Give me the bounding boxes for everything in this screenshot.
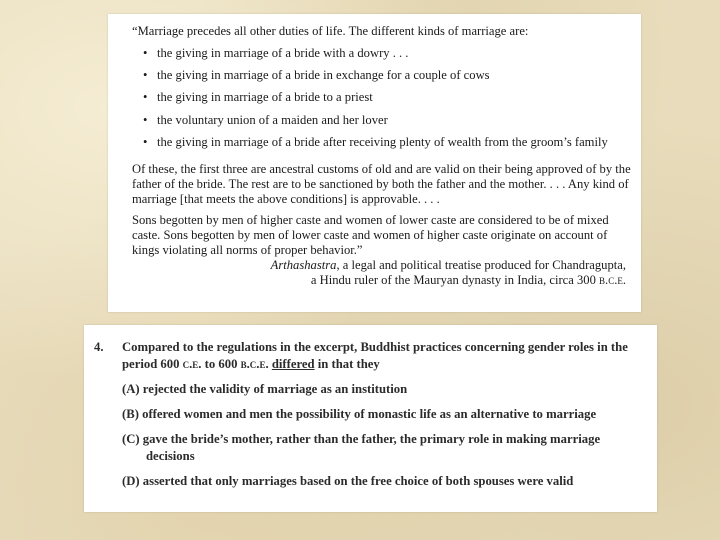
source-line-2-text: a Hindu ruler of the Mauryan dynasty in India, circa 300 xyxy=(310,272,600,287)
option-letter: (A) xyxy=(122,382,140,396)
source-line-1 xyxy=(132,258,626,273)
excerpt-paragraph-2: Sons begotten by men of higher caste and women of lower caste are considered to be of mixed caste. Sons begotten by men of lower caste and women of higher caste originate on account of kings violating all norms of proper behavior.” xyxy=(132,212,609,257)
option-letter: (C) xyxy=(122,432,140,446)
stem-era-1: c.e. xyxy=(182,357,202,371)
list-item-text: the giving in marriage of a bride after receiving plenty of wealth from the groom’s family xyxy=(157,134,608,149)
excerpt-text xyxy=(132,24,632,288)
list-item-text: the giving in marriage of a bride to a priest xyxy=(157,90,373,105)
excerpt-paragraph-1: Of these, the first three are ancestral customs of old and are valid on their being approved of by the father of the bride. The rest are to be sanctioned by both the father and the mother. . . . Any kind of marriage [that meets the above conditions] is approvable. . . . xyxy=(132,161,631,206)
bullet-icon: • xyxy=(143,112,148,127)
list-item xyxy=(132,46,632,68)
option-letter: (D) xyxy=(122,474,140,488)
list-item-text: the voluntary union of a maiden and her lover xyxy=(157,112,388,127)
stem-underlined-word: differed xyxy=(271,357,315,371)
marriage-kinds-list xyxy=(132,46,632,157)
option-letter: (B) xyxy=(122,407,139,421)
option-text: rejected the validity of marriage as an institution xyxy=(142,382,408,396)
answer-options xyxy=(94,381,649,490)
question-number: 4. xyxy=(94,340,104,354)
list-item-text: the giving in marriage of a bride in exchange for a couple of cows xyxy=(157,68,490,83)
answer-option-c[interactable] xyxy=(94,431,649,465)
question xyxy=(94,339,649,490)
stem-text-2: to 600 xyxy=(201,357,241,371)
option-text: offered women and men the possibility of monastic life as an alternative to marriage xyxy=(142,407,597,421)
list-item xyxy=(132,90,632,112)
answer-option-a[interactable] xyxy=(94,381,649,398)
answer-option-d[interactable] xyxy=(94,473,649,490)
excerpt-intro: “Marriage precedes all other duties of life. The different kinds of marriage are: xyxy=(132,24,529,38)
source-era: b.c.e. xyxy=(599,272,626,287)
option-text: asserted that only marriages based on the free choice of both spouses were valid xyxy=(142,474,574,488)
list-item xyxy=(132,68,632,90)
stem-text-4: in that they xyxy=(314,357,380,371)
source-title: Arthashastra xyxy=(270,257,337,272)
source-line-2 xyxy=(132,273,626,288)
source-line-1-text: , a legal and political treatise produced for Chandragupta, xyxy=(336,257,626,272)
excerpt-panel xyxy=(108,14,641,312)
bullet-icon: • xyxy=(143,68,148,83)
list-item-text: the giving in marriage of a bride with a dowry . . . xyxy=(157,46,409,60)
bullet-icon: • xyxy=(143,90,148,105)
option-text: gave the bride’s mother, rather than the father, the primary role in making marriage decisions xyxy=(142,432,601,463)
stem-text-1: Compared to the regulations in the excerpt, Buddhist practices concerning gender roles in the period 600 xyxy=(122,340,628,371)
question-panel xyxy=(84,325,657,512)
bullet-icon: • xyxy=(143,46,148,60)
question-stem xyxy=(94,339,649,373)
bullet-icon: • xyxy=(143,134,148,149)
list-item xyxy=(132,113,632,135)
answer-option-b[interactable] xyxy=(94,406,649,423)
list-item xyxy=(132,135,632,157)
stem-era-2: b.c.e. xyxy=(240,357,269,371)
excerpt-source xyxy=(132,258,632,288)
